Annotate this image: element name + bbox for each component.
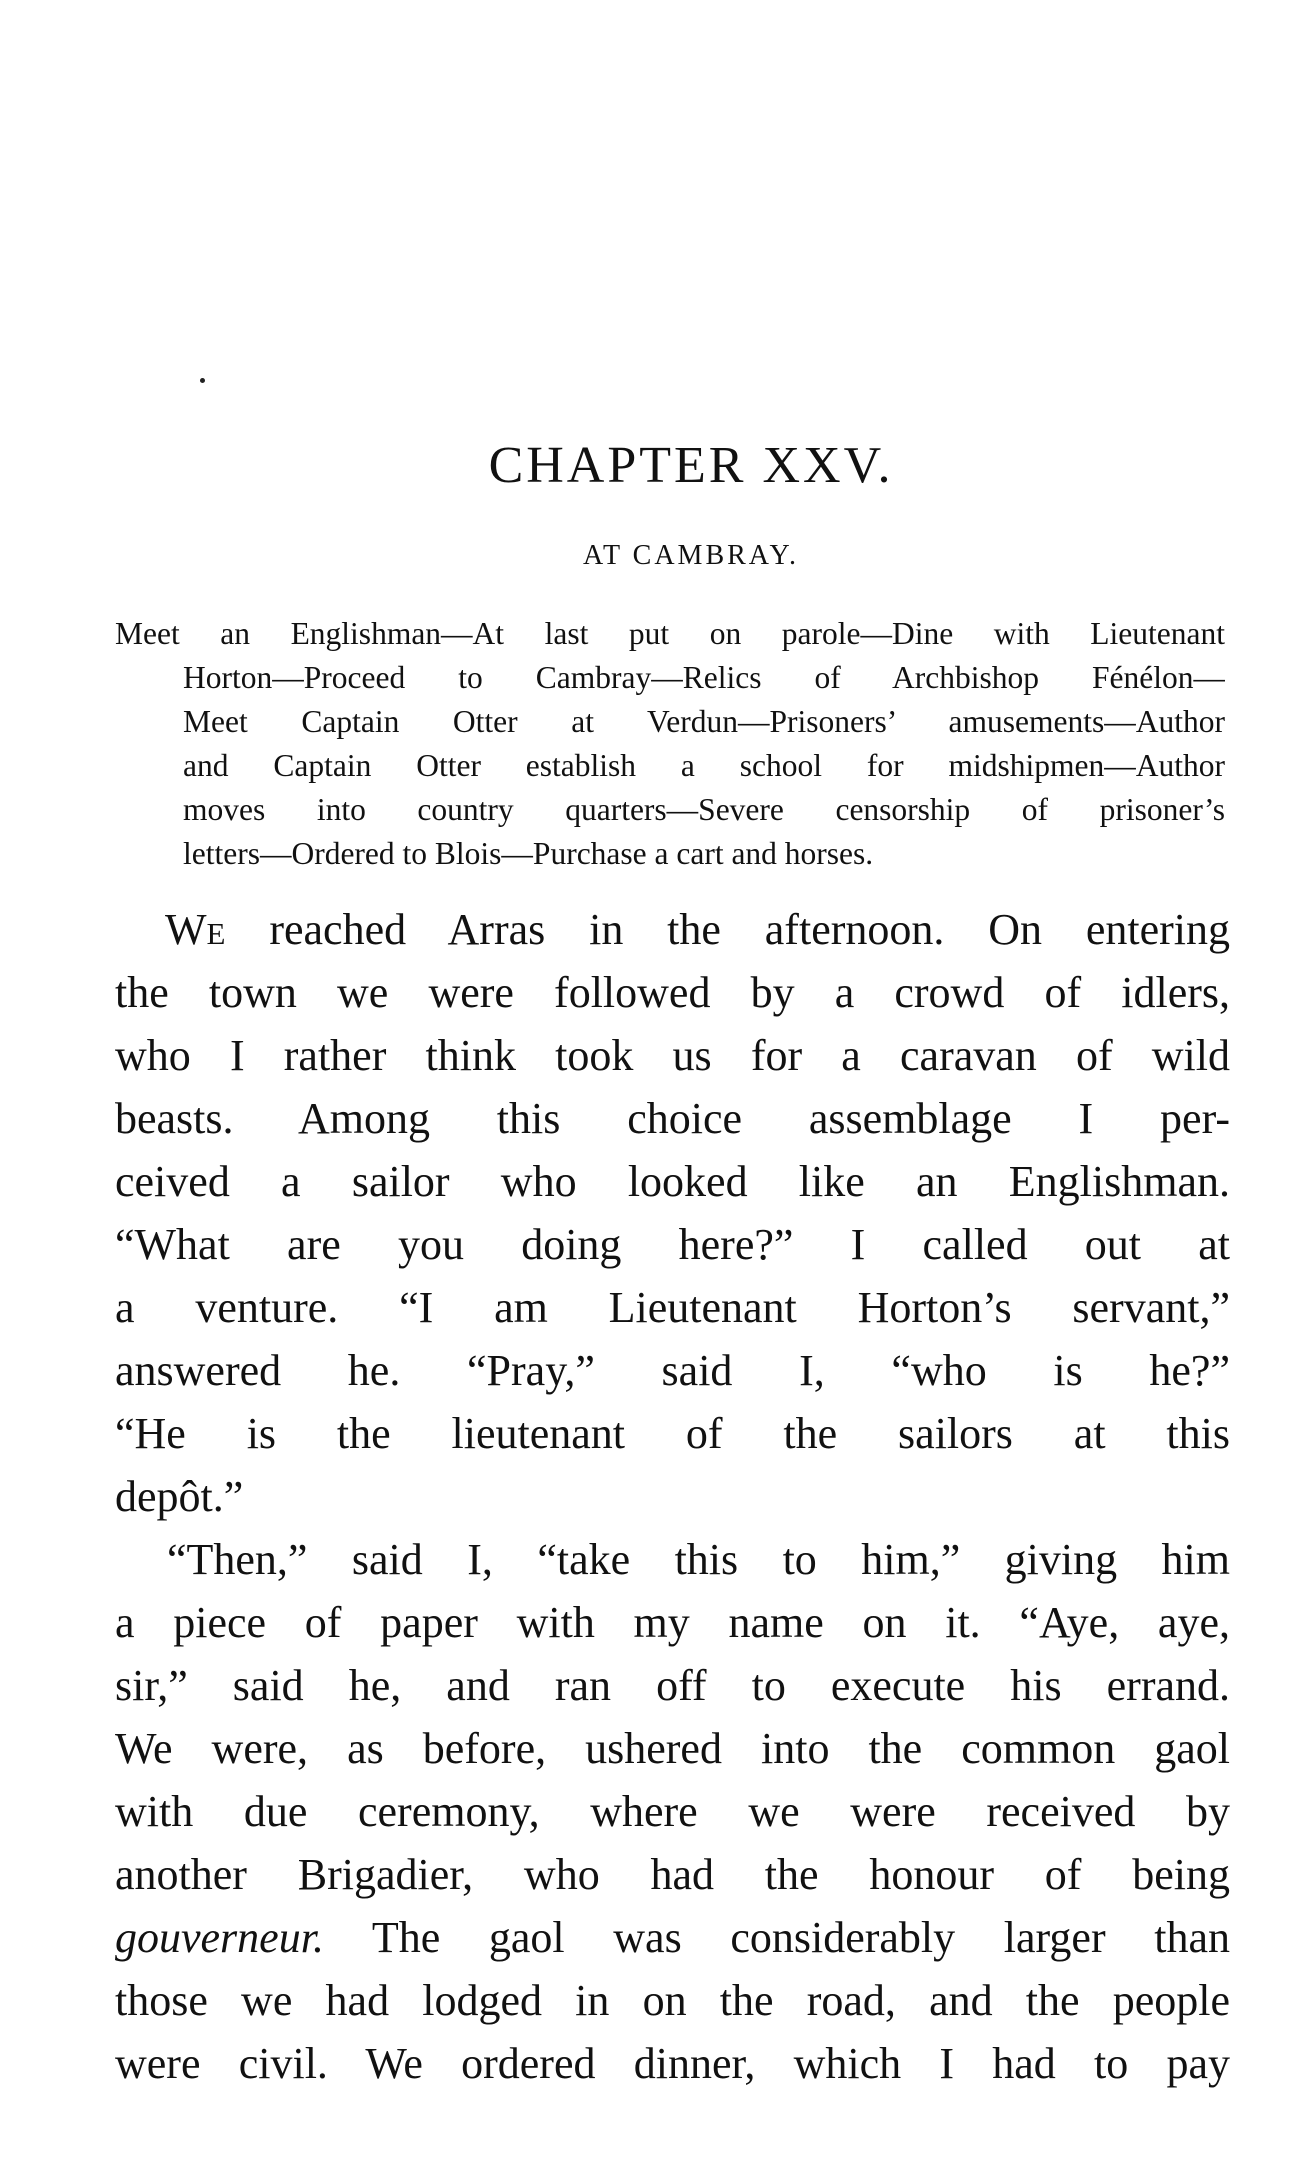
body-line: “Then,” said I, “take this to him,” giving him: [167, 1535, 1230, 1584]
body-line: who I rather think took us for a caravan of wild: [115, 1031, 1230, 1080]
synopsis-line: Meet an Englishman—At last put on parole—Dine with Lieutenant: [115, 616, 1225, 651]
print-speck: [200, 378, 205, 383]
body-line: beasts. Among this choice assemblage I per-: [115, 1094, 1230, 1143]
body-line: answered he. “Pray,” said I, “who is he?”: [115, 1346, 1230, 1395]
italic-word: gouverneur.: [115, 1913, 324, 1962]
body-line-text: reached Arras in the afternoon. On entering: [269, 905, 1230, 954]
body-line: those we had lodged in on the road, and the people: [115, 1976, 1230, 2025]
body-line: with due ceremony, where we were received by: [115, 1787, 1230, 1836]
body-line: [115, 898, 1230, 961]
body-line: sir,” said he, and ran off to execute his errand.: [115, 1661, 1230, 1710]
body-line: another Brigadier, who had the honour of being: [115, 1850, 1230, 1899]
chapter-title: CHAPTER XXV.: [488, 437, 894, 494]
synopsis-line: Horton—Proceed to Cambray—Relics of Archbishop Fénélon—: [183, 660, 1225, 695]
synopsis-line: letters—Ordered to Blois—Purchase a cart and horses.: [183, 836, 874, 871]
chapter-synopsis: [115, 612, 1225, 876]
chapter-subtitle: AT CAMBRAY.: [582, 540, 800, 571]
synopsis-line: Meet Captain Otter at Verdun—Prisoners’ amusements—Author: [183, 704, 1225, 739]
synopsis-line: moves into country quarters—Severe censorship of prisoner’s: [183, 792, 1225, 827]
synopsis-line: and Captain Otter establish a school for midshipmen—Author: [183, 748, 1225, 783]
body-line: a piece of paper with my name on it. “Aye, aye,: [115, 1598, 1230, 1647]
opening-word: We: [165, 905, 226, 954]
body-line: We were, as before, ushered into the common gaol: [115, 1724, 1230, 1773]
body-line: depôt.”: [115, 1472, 244, 1521]
body-line: [115, 1906, 1230, 1969]
body-line: a venture. “I am Lieutenant Horton’s servant,”: [115, 1283, 1230, 1332]
body-line: the town we were followed by a crowd of idlers,: [115, 968, 1230, 1017]
body-line: “What are you doing here?” I called out at: [115, 1220, 1230, 1269]
body-line-text: The gaol was considerably larger than: [371, 1913, 1230, 1962]
body-line: “He is the lieutenant of the sailors at this: [115, 1409, 1230, 1458]
body-line: were civil. We ordered dinner, which I had to pay: [115, 2039, 1230, 2088]
body-line: ceived a sailor who looked like an Englishman.: [115, 1157, 1230, 1206]
body-text: [115, 898, 1230, 2095]
